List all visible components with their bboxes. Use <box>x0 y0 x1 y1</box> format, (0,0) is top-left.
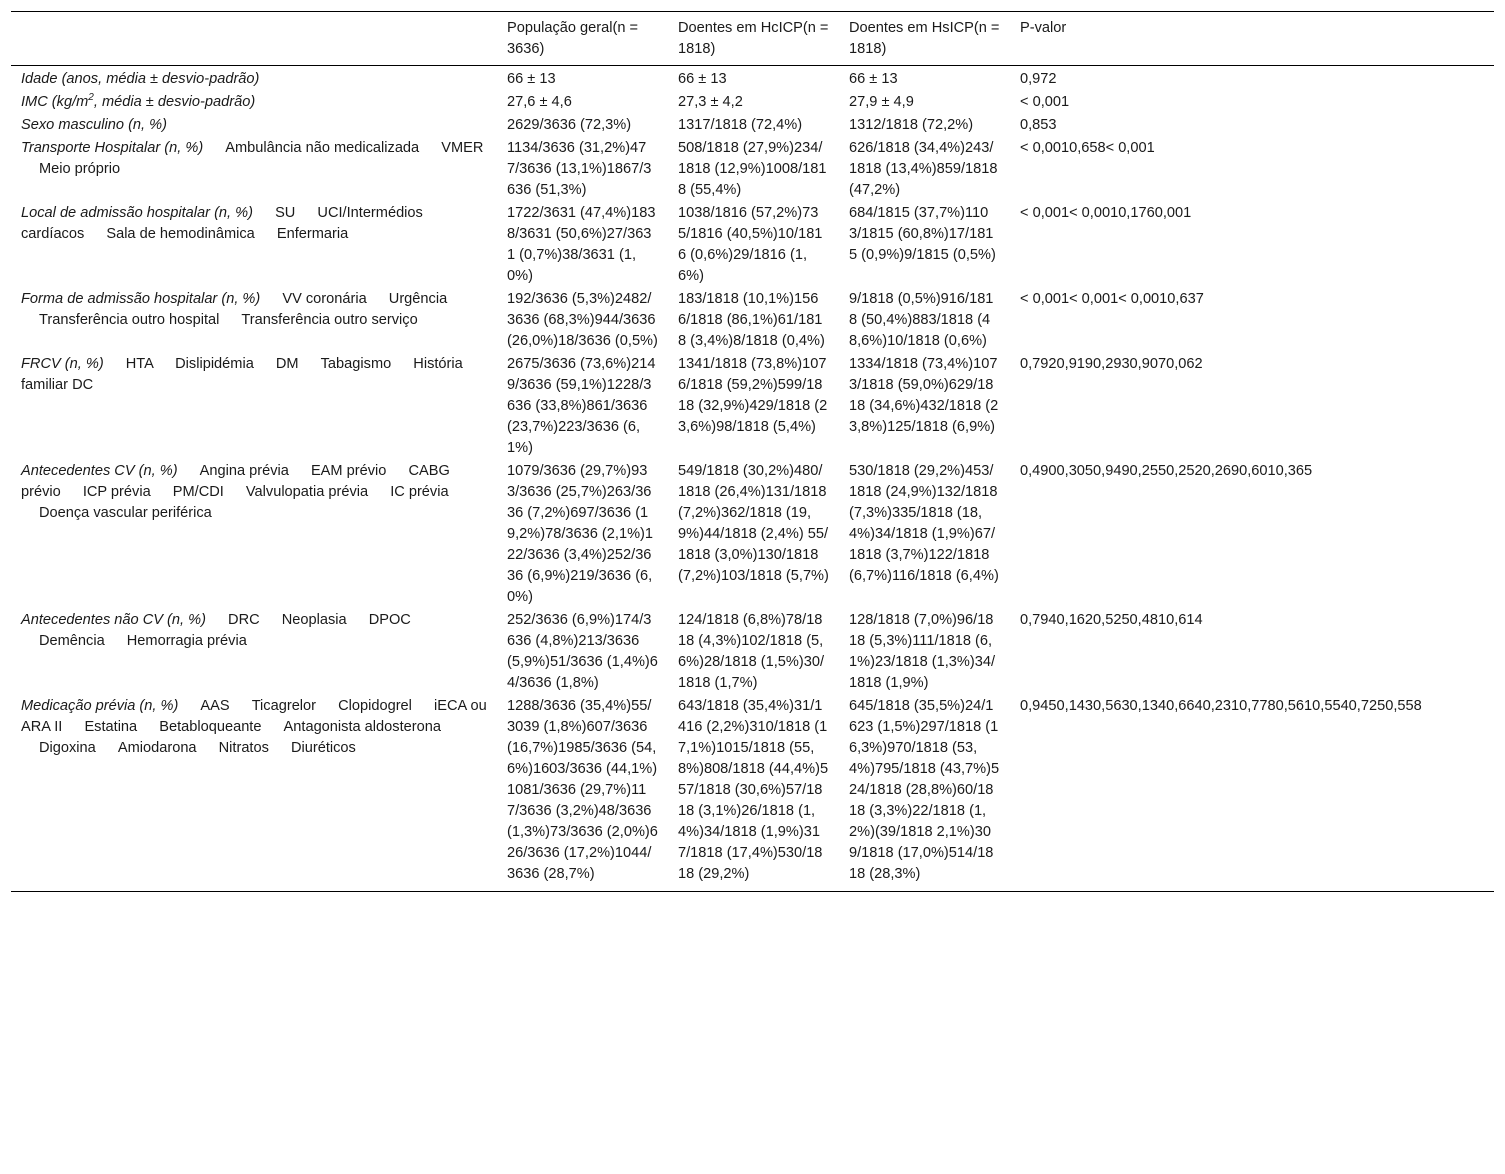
value-hsicp: 645/1818 (35,5%)24/1623 (1,5%)297/1818 (16,3%)970/1818 (53,4%)795/1818 (43,7%)524/1818 (28,8%)60/1818 (3,3%)22/1818 (1,2%)(39/1818 2,1%)309/1818 (17,0%)514/1818 (28,3%) <box>849 698 1000 882</box>
value-hcicp: 183/1818 (10,1%)1566/1818 (86,1%)61/1818 (3,4%)8/1818 (0,4%) <box>678 291 825 349</box>
value-hsicp: 9/1818 (0,5%)916/1818 (50,4%)883/1818 (48,6%)10/1818 (0,6%) <box>849 291 994 349</box>
row-label-main <box>21 463 178 479</box>
table-row <box>11 460 1494 609</box>
row-label-main <box>21 356 104 372</box>
table-row <box>11 353 1494 460</box>
row-sublabel: VMER <box>441 140 484 156</box>
row-sublabel: Tabagismo <box>320 356 392 372</box>
value-hcicp: 643/1818 (35,4%)31/1416 (2,2%)310/1818 (17,1%)1015/1818 (55,8%)808/1818 (44,4%)557/1818 (30,6%)57/1818 (3,1%)26/1818 (1,4%)34/1818 (1,9%)317/1818 (17,4%)530/1818 (29,2%) <box>678 698 829 882</box>
value-p: 0,853 <box>1020 117 1057 133</box>
row-sublabel: Enfermaria <box>276 226 349 242</box>
value-hsicp: 1334/1818 (73,4%)1073/1818 (59,0%)629/1818 (34,6%)432/1818 (23,8%)125/1818 (6,9%) <box>849 356 999 435</box>
value-p: < 0,001 <box>1020 94 1070 110</box>
row-label <box>11 66 497 92</box>
row-label <box>11 114 497 137</box>
value-general-population: 1134/3636 (31,2%)477/3636 (13,1%)1867/3636 (51,3%) <box>507 140 652 198</box>
value-p: 0,4900,3050,9490,2550,2520,2690,6010,365 <box>1020 463 1313 479</box>
value-p: 0,9450,1430,5630,1340,6640,2310,7780,5610,5540,7250,558 <box>1020 698 1422 714</box>
table-row <box>11 202 1494 288</box>
value-hsicp: 1312/1818 (72,2%) <box>849 117 974 133</box>
row-sublabel: Clopidogrel <box>338 698 412 714</box>
value-hcicp: 1038/1816 (57,2%)735/1816 (40,5%)10/1816 (0,6%)29/1816 (1,6%) <box>678 205 823 284</box>
value-hcicp: 508/1818 (27,9%)234/1818 (12,9%)1008/1818 (55,4%) <box>678 140 827 198</box>
row-sublabel: CABG prévio <box>21 463 450 500</box>
row-sublabel: AAS <box>200 698 230 714</box>
value-general-population: 1079/3636 (29,7%)933/3636 (25,7%)263/3636 (7,2%)697/3636 (19,2%)78/3636 (2,1%)122/3636 (3,4%)252/3636 (6,9%)219/3636 (6,0%) <box>507 463 654 605</box>
table-row <box>11 66 1494 92</box>
value-hcicp: 549/1818 (30,2%)480/1818 (26,4%)131/1818 (7,2%)362/1818 (19,9%)44/1818 (2,4%) 55/1818 (3,0%)130/1818 (7,2%)103/1818 (5,7%) <box>678 463 829 584</box>
value-hsicp: 626/1818 (34,4%)243/1818 (13,4%)859/1818 (47,2%) <box>849 140 998 198</box>
row-label-main <box>21 291 260 307</box>
row-label-main <box>21 698 178 714</box>
row-sublabel: Ambulância não medicalizada <box>225 140 420 156</box>
row-sublabel: Sala de hemodinâmica <box>106 226 255 242</box>
row-sublabel: Transferência outro hospital <box>39 312 220 328</box>
row-sublabel: VV coronária <box>282 291 367 307</box>
row-sublabel: Doença vascular periférica <box>39 505 212 521</box>
value-p: 0,7920,9190,2930,9070,062 <box>1020 356 1203 372</box>
row-label <box>11 288 497 353</box>
row-sublabel: Diuréticos <box>290 740 356 756</box>
value-general-population: 1288/3636 (35,4%)55/3039 (1,8%)607/3636 (16,7%)1985/3636 (54,6%)1603/3636 (44,1%)1081/3636 (29,7%)117/3636 (3,2%)48/3636 (1,3%)73/3636 (2,0%)626/3636 (17,2%)1044/3636 (28,7%) <box>507 698 658 882</box>
row-sublabel: ICP prévia <box>82 484 151 500</box>
row-sublabel: HTA <box>125 356 154 372</box>
value-hcicp: 27,3 ± 4,2 <box>678 94 743 110</box>
row-sublabel: Hemorragia prévia <box>126 633 247 649</box>
row-label <box>11 91 497 114</box>
value-hsicp: 530/1818 (29,2%)453/1818 (24,9%)132/1818 (7,3%)335/1818 (18,4%)34/1818 (1,9%)67/1818 (3,7%)122/1818 (6,7%)116/1818 (6,4%) <box>849 463 999 584</box>
row-label-text: Sexo masculino (n, %) <box>21 117 167 133</box>
row-sublabel: Estatina <box>84 719 138 735</box>
row-sublabel: Meio próprio <box>39 161 121 177</box>
row-label <box>11 353 497 460</box>
row-label-main <box>21 205 253 221</box>
value-p: < 0,001< 0,0010,1760,001 <box>1020 205 1192 221</box>
value-hsicp: 128/1818 (7,0%)96/1818 (5,3%)111/1818 (6,1%)23/1818 (1,3%)34/1818 (1,9%) <box>849 612 996 691</box>
row-sublabel: SU <box>275 205 296 221</box>
row-label-text: Local de admissão hospitalar (n, %) <box>21 205 253 221</box>
value-p: 0,972 <box>1020 71 1057 87</box>
row-sublabel: iECA ou ARA II <box>21 698 487 735</box>
header-hsicp: Doentes em HsICP(n = 1818) <box>849 20 1000 57</box>
row-label-text: Antecedentes CV (n, %) <box>21 463 178 479</box>
row-sublabel: DPOC <box>368 612 411 628</box>
value-hsicp: 684/1815 (37,7%)1103/1815 (60,8%)17/1815 (0,9%)9/1815 (0,5%) <box>849 205 996 263</box>
row-label-text-cont: , média ± desvio-padrão) <box>93 94 256 110</box>
value-general-population: 252/3636 (6,9%)174/3636 (4,8%)213/3636 (5,9%)51/3636 (1,4%)64/3636 (1,8%) <box>507 612 658 691</box>
row-sublabel: EAM prévio <box>310 463 387 479</box>
table-row <box>11 609 1494 695</box>
header-hcicp: Doentes em HcICP(n = 1818) <box>678 20 829 57</box>
row-sublabel: Ticagrelor <box>251 698 317 714</box>
row-label-text: FRCV (n, %) <box>21 356 104 372</box>
row-sublabel: Dislipidémia <box>175 356 254 372</box>
row-label-text: Idade (anos, média ± desvio-padrão) <box>21 71 260 87</box>
row-sublabel: Demência <box>39 633 105 649</box>
row-sublabel: Nitratos <box>218 740 269 756</box>
header-p-value: P-valor <box>1020 20 1067 36</box>
row-label <box>11 202 497 288</box>
row-label <box>11 695 497 892</box>
value-general-population: 2629/3636 (72,3%) <box>507 117 632 133</box>
table-row <box>11 137 1494 202</box>
value-general-population: 192/3636 (5,3%)2482/3636 (68,3%)944/3636 (26,0%)18/3636 (0,5%) <box>507 291 658 349</box>
row-label-main <box>21 71 259 87</box>
table-row <box>11 114 1494 137</box>
table-row <box>11 695 1494 892</box>
row-sublabel: Amiodarona <box>117 740 197 756</box>
row-label-text: IMC (kg/m <box>21 94 89 110</box>
value-hcicp: 66 ± 13 <box>678 71 727 87</box>
value-p: < 0,001< 0,001< 0,0010,637 <box>1020 291 1204 307</box>
row-label-main <box>21 140 203 156</box>
row-label <box>11 460 497 609</box>
row-sublabel: PM/CDI <box>172 484 224 500</box>
row-sublabel: DM <box>275 356 299 372</box>
row-sublabel: Betabloqueante <box>159 719 262 735</box>
baseline-characteristics-table <box>11 11 1494 892</box>
row-label-main <box>21 612 206 628</box>
row-label-main <box>21 94 255 110</box>
value-hcicp: 1317/1818 (72,4%) <box>678 117 803 133</box>
value-general-population: 1722/3631 (47,4%)1838/3631 (50,6%)27/3631 (0,7%)38/3631 (1,0%) <box>507 205 656 284</box>
row-sublabel: Antagonista aldosterona <box>283 719 441 735</box>
row-sublabel: Urgência <box>388 291 448 307</box>
table-header-row <box>11 12 1494 66</box>
row-sublabel: Digoxina <box>39 740 96 756</box>
header-general-population: População geral(n = 3636) <box>507 20 639 57</box>
row-label-text: Medicação prévia (n, %) <box>21 698 179 714</box>
value-p: < 0,0010,658< 0,001 <box>1020 140 1155 156</box>
table-row <box>11 91 1494 114</box>
row-label <box>11 137 497 202</box>
row-sublabel: UCI/Intermédios cardíacos <box>21 205 423 242</box>
row-label-main <box>21 117 167 133</box>
row-sublabel: DRC <box>228 612 260 628</box>
row-label-text: Transporte Hospitalar (n, %) <box>21 140 204 156</box>
value-general-population: 2675/3636 (73,6%)2149/3636 (59,1%)1228/3636 (33,8%)861/3636 (23,7%)223/3636 (6,1%) <box>507 356 656 456</box>
row-label-superscript: 2 <box>88 92 94 104</box>
row-label-text: Forma de admissão hospitalar (n, %) <box>21 291 261 307</box>
row-sublabel: IC prévia <box>390 484 449 500</box>
value-hcicp: 1341/1818 (73,8%)1076/1818 (59,2%)599/1818 (32,9%)429/1818 (23,6%)98/1818 (5,4%) <box>678 356 828 435</box>
value-hcicp: 124/1818 (6,8%)78/1818 (4,3%)102/1818 (5,6%)28/1818 (1,5%)30/1818 (1,7%) <box>678 612 825 691</box>
row-label-text: Antecedentes não CV (n, %) <box>21 612 206 628</box>
value-hsicp: 66 ± 13 <box>849 71 898 87</box>
row-label <box>11 609 497 695</box>
row-sublabel: Neoplasia <box>281 612 347 628</box>
header-variable <box>11 12 497 66</box>
value-general-population: 27,6 ± 4,6 <box>507 94 572 110</box>
row-sublabel: História familiar DC <box>21 356 463 393</box>
row-sublabel: Valvulopatia prévia <box>245 484 369 500</box>
value-p: 0,7940,1620,5250,4810,614 <box>1020 612 1203 628</box>
table-row <box>11 288 1494 353</box>
value-hsicp: 27,9 ± 4,9 <box>849 94 914 110</box>
row-sublabel: Transferência outro serviço <box>241 312 418 328</box>
row-sublabel: Angina prévia <box>199 463 289 479</box>
value-general-population: 66 ± 13 <box>507 71 556 87</box>
